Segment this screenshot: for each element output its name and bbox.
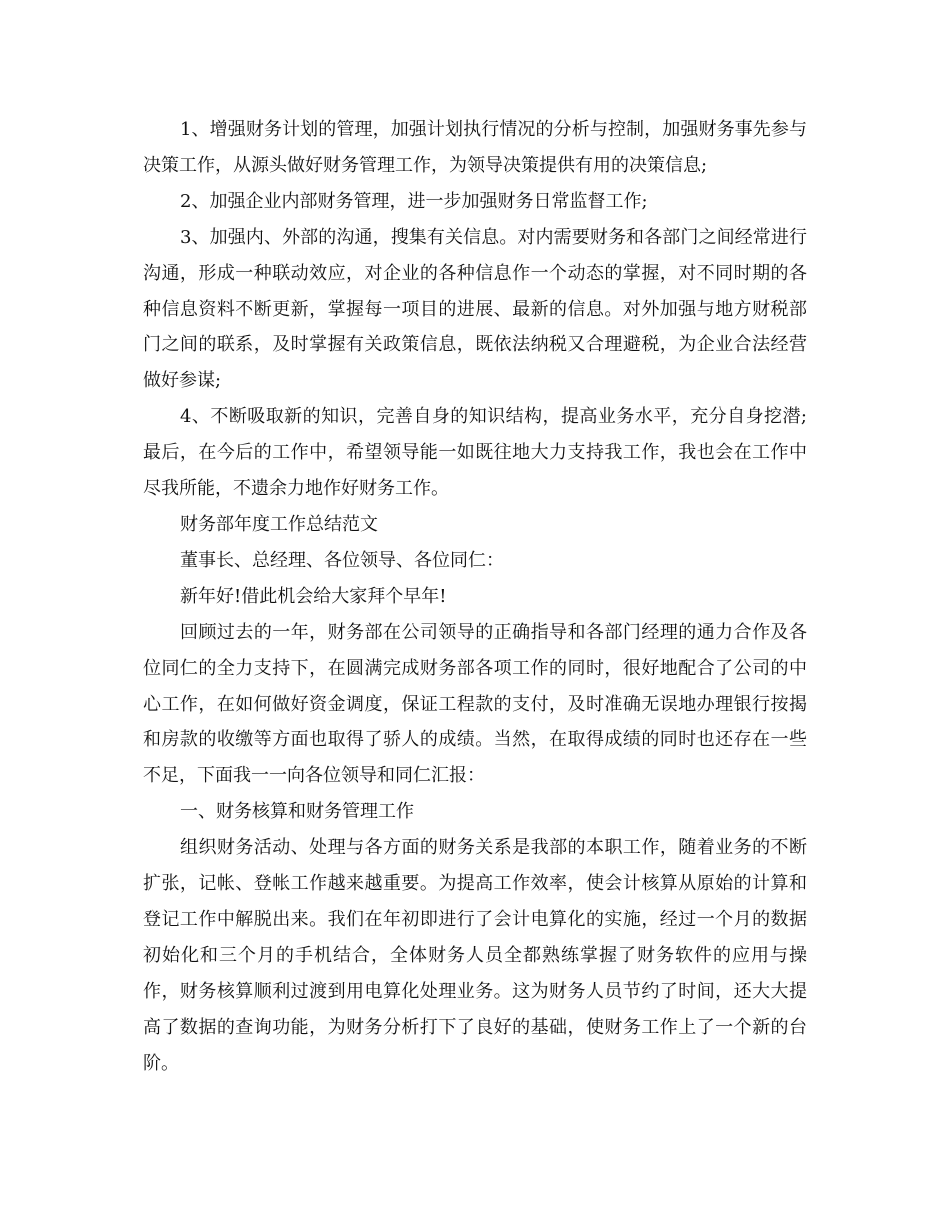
paragraph-item-3: 3、加强内、外部的沟通，搜集有关信息。对内需要财务和各部门之间经常进行沟通，形成一种联动效应，对企业的各种信息作一个动态的掌握，对不同时期的各种信息资料不断更新，掌握每一项目的进展、最新的信息。对外加强与地方财税部门之间的联系，及时掌握有关政策信息，既依法纳税又合理避税，为企业合法经营做好参谋; xyxy=(143,226,807,392)
review-paragraph: 回顾过去的一年，财务部在公司领导的正确指导和各部门经理的通力合作及各位同仁的全力支持下，在圆满完成财务部各项工作的同时，很好地配合了公司的中心工作，在如何做好资金调度，保证工程款的支付，及时准确无误地办理银行按揭和房款的收缴等方面也取得了骄人的成绩。当然，在取得成绩的同时也还存在一些不足，下面我一一向各位领导和同仁汇报： xyxy=(143,621,807,787)
section-title: 财务部年度工作总结范文 xyxy=(180,513,378,535)
paragraph-item-1: 1、增强财务计划的管理，加强计划执行情况的分析与控制，加强财务事先参与决策工作，从源头做好财务管理工作，为领导决策提供有用的决策信息; xyxy=(143,119,807,176)
document-body xyxy=(143,112,807,1081)
section-heading: 一、财务核算和财务管理工作 xyxy=(180,801,414,823)
greeting: 新年好!借此机会给大家拜个早年! xyxy=(180,585,447,607)
paragraph-item-4: 4、不断吸取新的知识，完善自身的知识结构，提高业务水平，充分自身挖潜;最后，在今后的工作中，希望领导能一如既往地大力支持我工作，我也会在工作中尽我所能，不遗余力地作好财务工作。 xyxy=(143,406,807,500)
salutation: 董事长、总经理、各位领导、各位同仁： xyxy=(180,549,504,571)
accounting-paragraph: 组织财务活动、处理与各方面的财务关系是我部的本职工作，随着业务的不断扩张，记帐、登帐工作越来越重要。为提高工作效率，使会计核算从原始的计算和登记工作中解脱出来。我们在年初即进行了会计电算化的实施，经过一个月的数据初始化和三个月的手机结合，全体财务人员全都熟练掌握了财务软件的应用与操作，财务核算顺利过渡到用电算化处理业务。这为财务人员节约了时间，还大大提高了数据的查询功能，为财务分析打下了良好的基础，使财务工作上了一个新的台阶。 xyxy=(143,837,807,1074)
paragraph-item-2: 2、加强企业内部财务管理，进一步加强财务日常监督工作; xyxy=(180,190,648,212)
